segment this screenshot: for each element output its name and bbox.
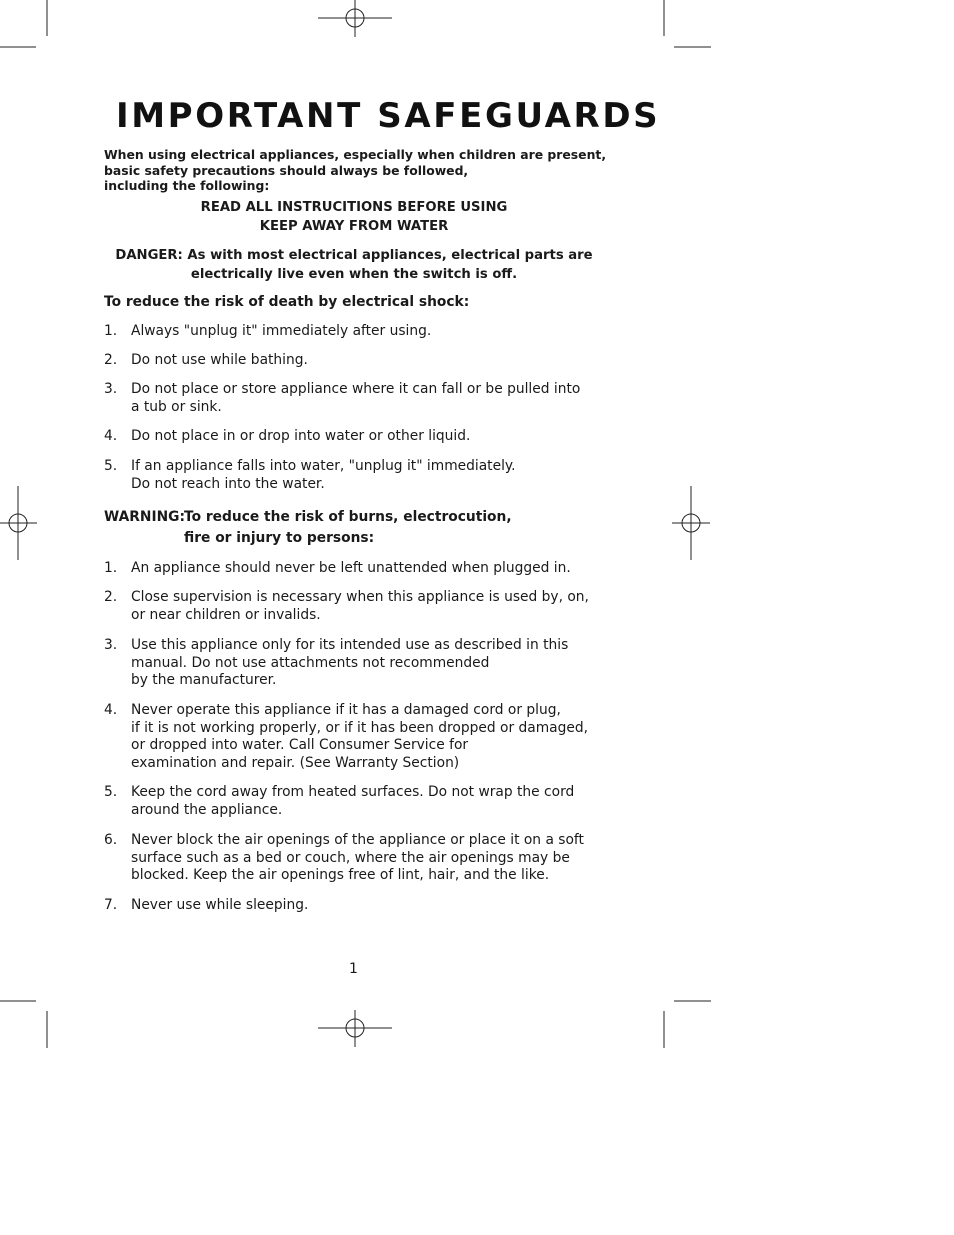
item-text: Never operate this appliance if it has a damaged cord or plug, xyxy=(131,702,561,718)
item-text: or dropped into water. Call Consumer Service for xyxy=(131,737,469,754)
item-number: 1. xyxy=(104,560,118,576)
list-item xyxy=(104,589,624,624)
item-text: Never use while sleeping. xyxy=(131,897,309,913)
item-text: Do not place or store appliance where it can fall or be pulled into xyxy=(131,381,581,397)
keep-away-line: KEEP AWAY FROM WATER xyxy=(259,219,449,234)
item-number: 2. xyxy=(104,589,118,605)
intro-line: When using electrical appliances, especially when children are present, xyxy=(104,147,607,162)
intro-line: basic safety precautions should always be followed, xyxy=(104,162,469,178)
list-item xyxy=(104,560,624,578)
list-item xyxy=(104,637,624,690)
intro-text xyxy=(104,147,607,194)
list-item xyxy=(104,832,624,885)
page-number: 1 xyxy=(349,961,358,977)
danger-line: electrically live even when the switch is off. xyxy=(190,267,518,282)
item-text: by the manufacturer. xyxy=(131,672,277,689)
item-text: If an appliance falls into water, "unplug it" immediately. xyxy=(131,458,516,474)
page-title: IMPORTANT SAFEGUARDS xyxy=(116,96,661,136)
item-text: Always "unplug it" immediately after using. xyxy=(131,323,432,339)
item-text: Keep the cord away from heated surfaces. Do not wrap the cord xyxy=(131,784,575,800)
item-number: 2. xyxy=(104,352,118,368)
list-item xyxy=(104,352,624,370)
item-number: 3. xyxy=(104,381,118,397)
item-text: Do not reach into the water. xyxy=(131,475,325,492)
list-item xyxy=(104,428,624,446)
warning-heading xyxy=(104,507,512,549)
danger-notice xyxy=(104,246,604,284)
item-text: Close supervision is necessary when this appliance is used by, on, xyxy=(131,589,589,605)
read-instructions-line: READ ALL INSTRUCITIONS BEFORE USING xyxy=(200,200,508,215)
item-text: or near children or invalids. xyxy=(131,606,321,623)
list-item xyxy=(104,381,624,416)
item-number: 7. xyxy=(104,897,118,913)
warning-line: To reduce the risk of burns, electrocution, xyxy=(184,509,512,525)
warning-line: fire or injury to persons: xyxy=(184,530,375,546)
item-number: 4. xyxy=(104,428,118,444)
item-text: Do not use while bathing. xyxy=(131,352,308,368)
item-text: surface such as a bed or couch, where the air openings may be xyxy=(131,849,570,866)
item-number: 6. xyxy=(104,832,118,848)
item-text: Never block the air openings of the appliance or place it on a soft xyxy=(131,832,584,848)
item-text: Use this appliance only for its intended use as described in this xyxy=(131,637,569,653)
item-text: manual. Do not use attachments not recommended xyxy=(131,654,490,671)
list-item xyxy=(104,458,624,493)
item-text: An appliance should never be left unattended when plugged in. xyxy=(131,560,571,576)
item-text: examination and repair. (See Warranty Section) xyxy=(131,754,460,771)
list-item xyxy=(104,897,624,915)
item-number: 1. xyxy=(104,323,118,339)
item-number: 5. xyxy=(104,458,118,474)
item-number: 4. xyxy=(104,702,118,718)
item-text: Do not place in or drop into water or other liquid. xyxy=(131,428,471,444)
shock-heading: To reduce the risk of death by electrical shock: xyxy=(104,294,470,310)
item-number: 3. xyxy=(104,637,118,653)
item-number: 5. xyxy=(104,784,118,800)
item-text: if it is not working properly, or if it has been dropped or damaged, xyxy=(131,719,589,736)
read-notice xyxy=(104,198,604,236)
intro-line: including the following: xyxy=(104,178,270,193)
danger-line: DANGER: As with most electrical appliances, electrical parts are xyxy=(115,248,593,263)
item-text: blocked. Keep the air openings free of lint, hair, and the like. xyxy=(131,867,550,884)
warning-label: WARNING: xyxy=(104,509,185,525)
list-item xyxy=(104,784,624,819)
list-item xyxy=(104,323,624,341)
item-text: around the appliance. xyxy=(131,801,283,818)
item-text: a tub or sink. xyxy=(131,398,222,415)
list-item xyxy=(104,702,624,772)
